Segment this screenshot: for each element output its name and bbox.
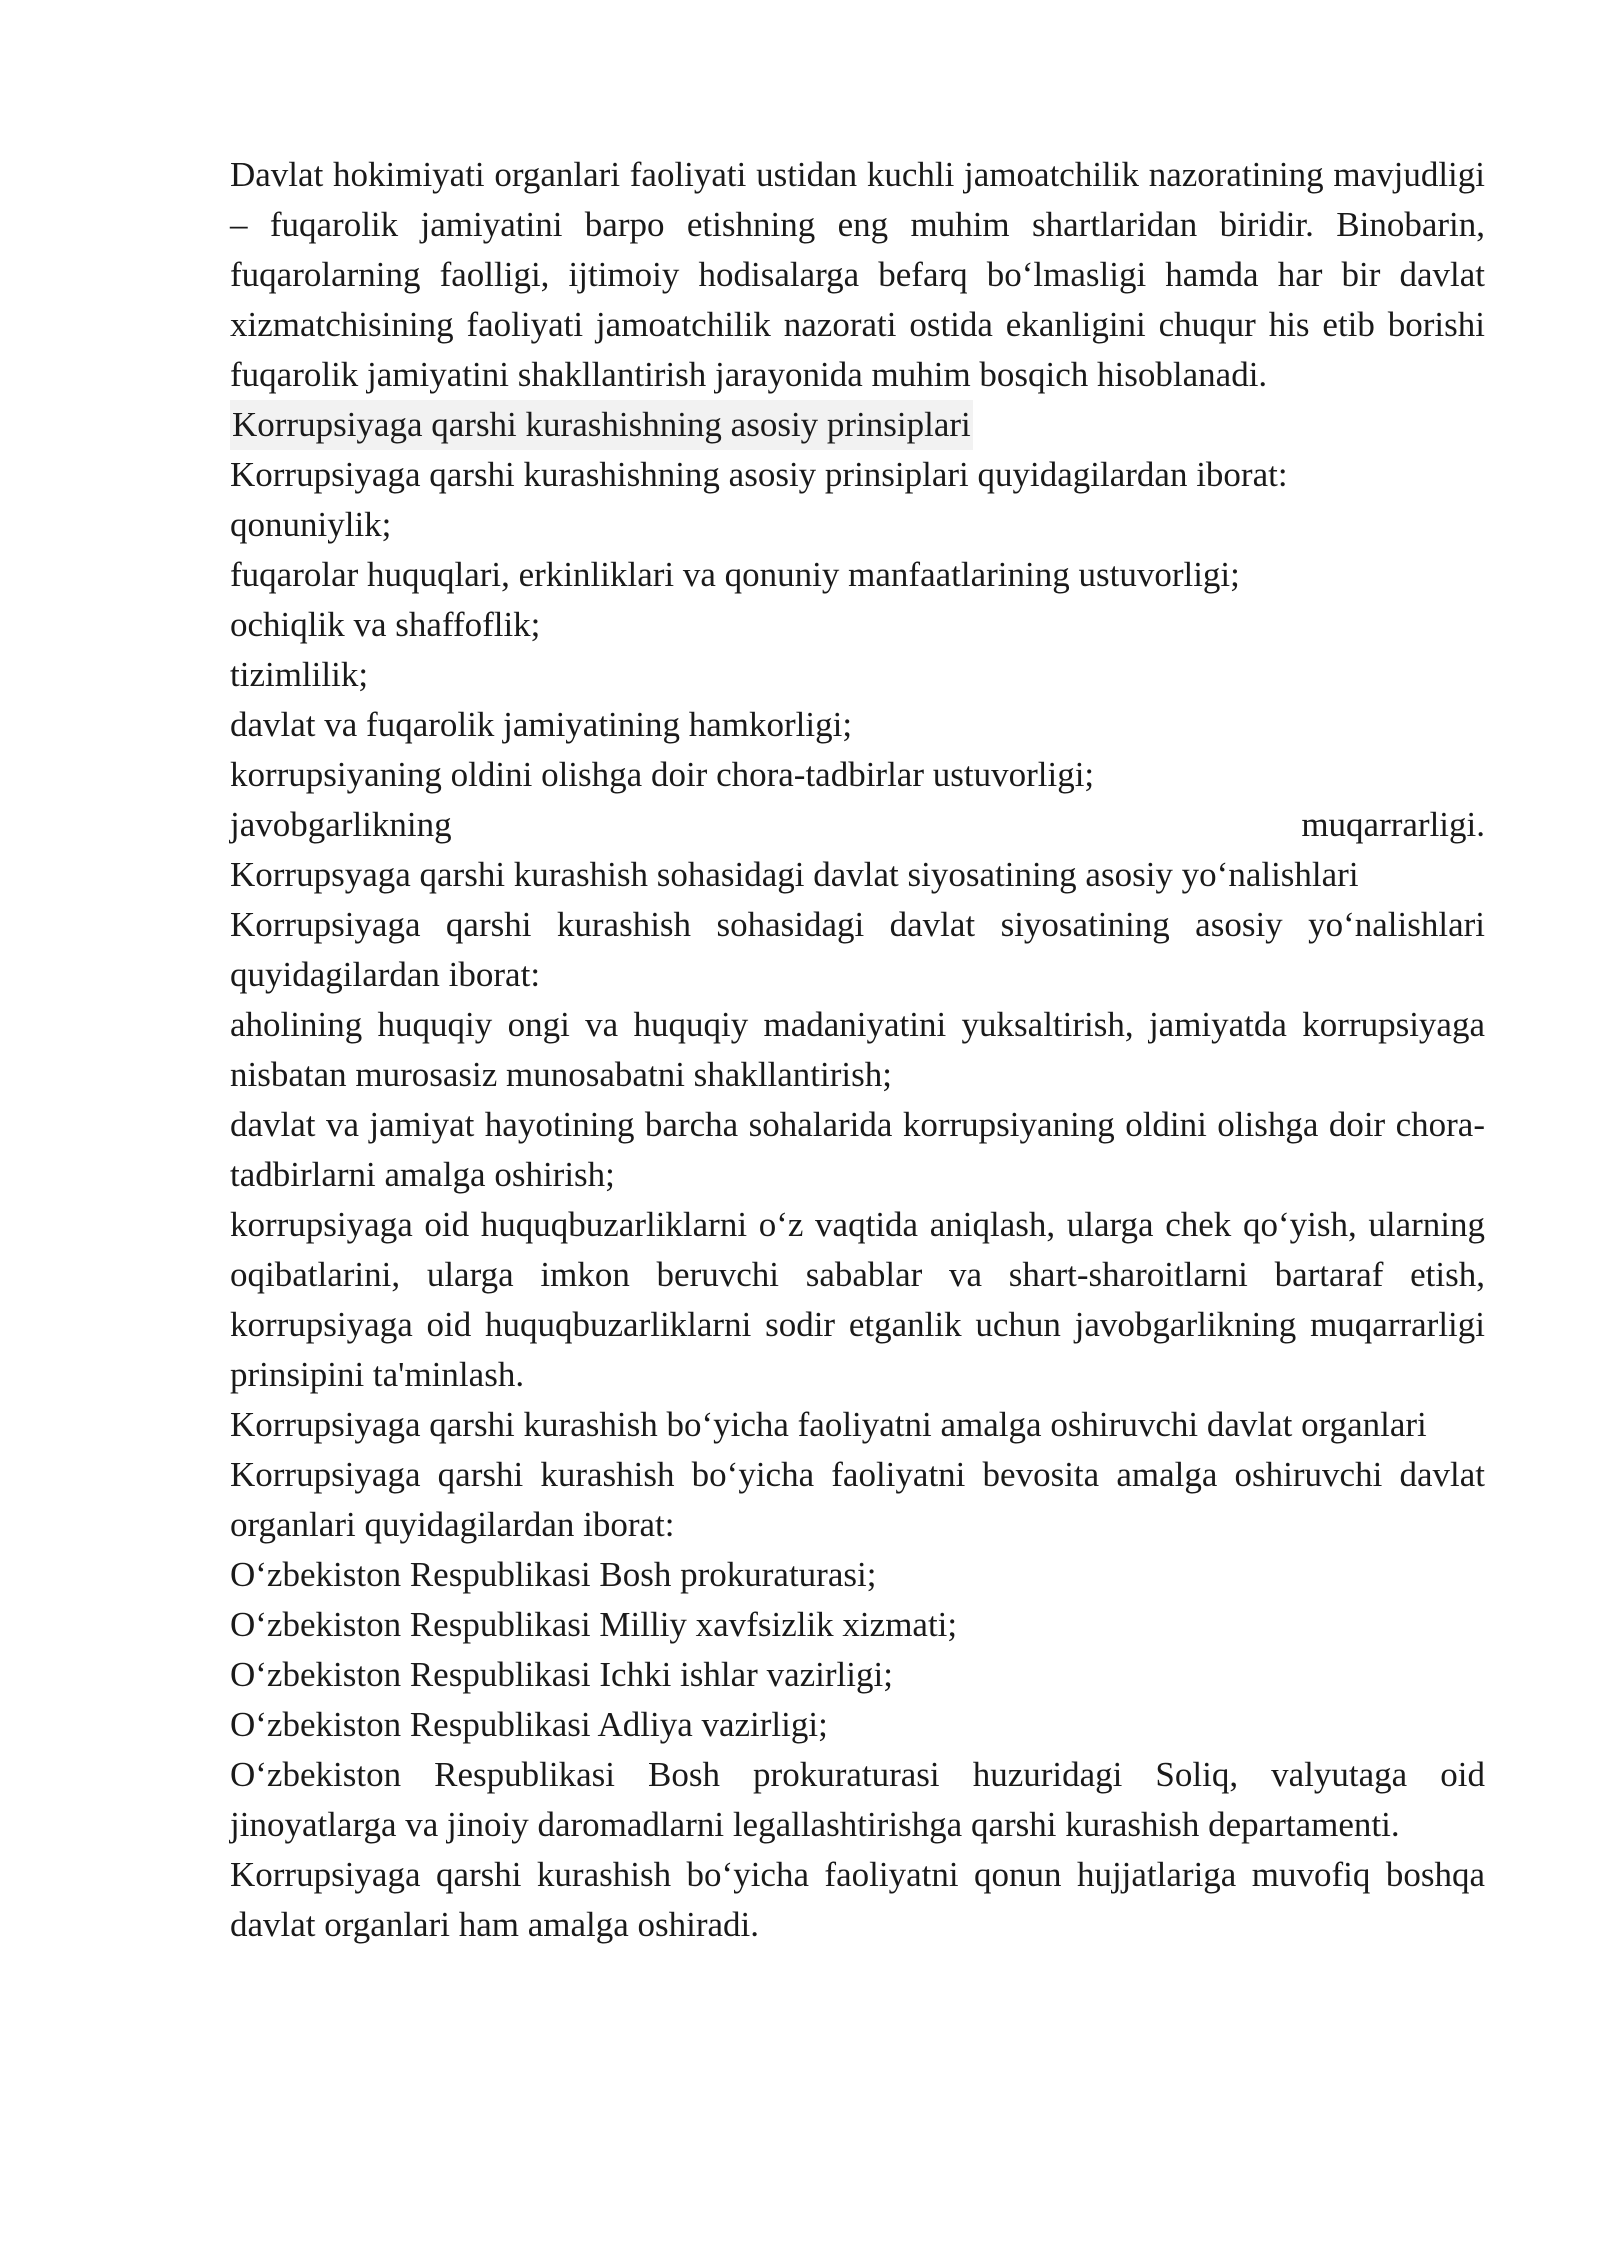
section-heading-principles <box>230 400 1485 450</box>
direction-item: davlat va jamiyat hayotining barcha sohalarida korrupsiyaning oldini olishga doir chora-tadbirlarni amalga oshirish; <box>230 1105 1485 1194</box>
intro-paragraph: Davlat hokimiyati organlari faoliyati ustidan kuchli jamoatchilik nazoratining mavjudligi – fuqarolik jamiyatini barpo etishning eng muhim shartlaridan biridir. Binobarin, fuqarolarning faolligi, ijtimoiy hodisalarga befarq boʻlmasligi hamda har bir davlat xizmatchisining faoliyati jamoatchilik nazorati ostida ekanligini chuqur his etib borishi fuqarolik jamiyatini shakllantirish jarayonida muhim bosqich hisoblanadi. <box>230 155 1485 394</box>
body-item-department: Oʻzbekiston Respublikasi Bosh prokuraturasi huzuridagi Soliq, valyutaga oid jinoyatlarga va jinoiy daromadlarni legallashtirishga qarshi kurashish departamenti. <box>230 1755 1485 1844</box>
principle-item-last <box>230 800 1485 850</box>
principle-item: fuqarolar huquqlari, erkinliklari va qonuniy manfaatlarining ustuvorligi; <box>230 555 1240 594</box>
document-page <box>230 150 1485 1950</box>
body-item: Oʻzbekiston Respublikasi Ichki ishlar vazirligi; <box>230 1655 893 1694</box>
direction-item: korrupsiyaga oid huquqbuzarliklarni oʻz vaqtida aniqlash, ularga chek qoʻyish, ularning oqibatlarini, ularga imkon beruvchi sabablar va shart-sharoitlarni bartaraf etish, korrupsiyaga oid huquqbuzarliklarni sodir etganlik uchun javobgarlikning muqarrarligi prinsipini ta'minlash. <box>230 1205 1485 1394</box>
principle-item-last-start: javobgarlikning <box>230 805 452 844</box>
section-heading-principles-text: Korrupsiyaga qarshi kurashishning asosiy prinsiplari <box>230 400 973 450</box>
body-item: Oʻzbekiston Respublikasi Bosh prokuraturasi; <box>230 1555 877 1594</box>
principle-item: ochiqlik va shaffoflik; <box>230 605 541 644</box>
bodies-intro: Korrupsiyaga qarshi kurashish boʻyicha faoliyatni bevosita amalga oshiruvchi davlat organlari quyidagilardan iborat: <box>230 1455 1485 1544</box>
principle-item: davlat va fuqarolik jamiyatining hamkorligi; <box>230 705 853 744</box>
principle-item: tizimlilik; <box>230 655 369 694</box>
section-heading-directions: Korrupsyaga qarshi kurashish sohasidagi davlat siyosatining asosiy yoʻnalishlari <box>230 855 1359 894</box>
body-item: Oʻzbekiston Respublikasi Milliy xavfsizlik xizmati; <box>230 1605 958 1644</box>
body-item: Oʻzbekiston Respublikasi Adliya vazirligi; <box>230 1705 828 1744</box>
closing-paragraph: Korrupsiyaga qarshi kurashish boʻyicha faoliyatni qonun hujjatlariga muvofiq boshqa davlat organlari ham amalga oshiradi. <box>230 1855 1485 1944</box>
principles-intro: Korrupsiyaga qarshi kurashishning asosiy prinsiplari quyidagilardan iborat: <box>230 455 1288 494</box>
direction-item: aholining huquqiy ongi va huquqiy madaniyatini yuksaltirish, jamiyatda korrupsiyaga nisbatan murosasiz munosabatni shakllantirish; <box>230 1005 1485 1094</box>
principle-item: qonuniylik; <box>230 505 392 544</box>
section-heading-bodies: Korrupsiyaga qarshi kurashish boʻyicha faoliyatni amalga oshiruvchi davlat organlari <box>230 1405 1427 1444</box>
directions-intro: Korrupsiyaga qarshi kurashish sohasidagi davlat siyosatining asosiy yoʻnalishlari quyidagilardan iborat: <box>230 905 1485 994</box>
principle-item: korrupsiyaning oldini olishga doir chora-tadbirlar ustuvorligi; <box>230 755 1095 794</box>
principle-item-last-end: muqarrarligi. <box>1301 805 1485 844</box>
